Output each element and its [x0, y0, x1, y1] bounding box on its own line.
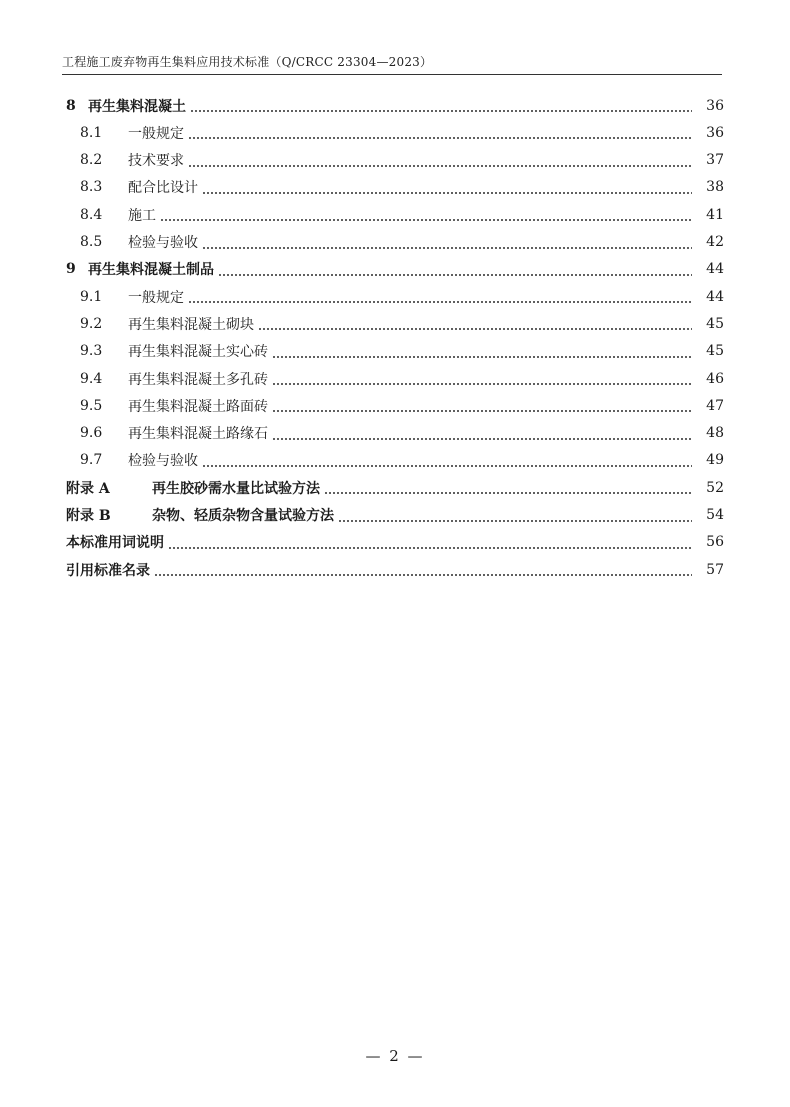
leader-dots: [188, 301, 692, 303]
toc-entry-number: 8.2: [80, 152, 103, 169]
toc-entry-title: 再生集料混凝土路缘石: [128, 426, 268, 443]
toc-entry-number: 9.6: [80, 425, 103, 442]
leader-dots: [272, 438, 692, 440]
toc-entry-page: 49: [706, 452, 724, 469]
toc-entry-label: [80, 177, 198, 197]
toc-entry[interactable]: [0, 119, 790, 146]
toc-entry-label: [80, 150, 184, 170]
toc-entry-title: 再生集料混凝土路面砖: [128, 398, 268, 415]
toc-entry-label: [80, 396, 268, 416]
toc-entry-page: 52: [706, 479, 724, 496]
toc-entry-page: 44: [706, 261, 724, 278]
toc-entry-page: 36: [706, 124, 724, 141]
toc-entry[interactable]: [0, 174, 790, 201]
toc-entry-title: 一般规定: [128, 289, 184, 306]
toc-entry-title: 再生集料混凝土制品: [88, 262, 214, 279]
toc-entry-number: 9.1: [80, 288, 103, 305]
toc-entry[interactable]: [0, 92, 790, 119]
toc-entry-title: 检验与验收: [128, 453, 198, 470]
toc-entry-number: 8.4: [80, 206, 103, 223]
toc-entry-label: [80, 287, 184, 307]
running-header: 工程施工废弃物再生集料应用技术标准（Q/CRCC 23304—2023）: [62, 55, 433, 69]
toc-entry[interactable]: [0, 447, 790, 474]
toc-entry-page: 37: [706, 152, 724, 169]
toc-entry[interactable]: [0, 392, 790, 419]
toc-entry-label: [80, 450, 198, 470]
leader-dots: [154, 574, 692, 576]
page-number: — 2 —: [365, 1047, 425, 1065]
toc-entry-title: 再生胶砂需水量比试验方法: [152, 480, 320, 497]
toc-entry-number: 9.4: [80, 370, 103, 387]
toc-entry-number: 9: [66, 261, 76, 278]
toc-entry-page: 44: [706, 288, 724, 305]
toc-entry[interactable]: [0, 502, 790, 529]
toc-entry-label: [80, 369, 268, 389]
toc-entry-page: 56: [706, 534, 724, 551]
toc-entry-page: 45: [706, 343, 724, 360]
toc-entry[interactable]: [0, 310, 790, 337]
toc-entry-number: 8.1: [80, 124, 103, 141]
toc-entry[interactable]: [0, 420, 790, 447]
leader-dots: [202, 465, 692, 467]
toc-entry-number: 附录 A: [66, 480, 110, 497]
toc-entry-number: 附录 B: [66, 508, 111, 524]
toc-entry-page: 36: [706, 97, 724, 114]
toc-entry-label: [66, 478, 320, 498]
toc-entry[interactable]: [0, 529, 790, 556]
toc-entry-page: 54: [706, 507, 724, 523]
toc-entry[interactable]: [0, 365, 790, 392]
toc-entry-page: 42: [706, 234, 724, 250]
toc-entry[interactable]: [0, 283, 790, 310]
leader-dots: [168, 547, 692, 549]
toc-entry[interactable]: [0, 256, 790, 283]
leader-dots: [324, 492, 692, 494]
toc-entry-label: [80, 123, 184, 143]
toc-entry-label: [66, 532, 164, 552]
toc-entry-number: 9.3: [80, 343, 103, 360]
toc-entry-label: [66, 96, 186, 116]
leader-dots: [218, 274, 692, 276]
toc-entry-number: 8.3: [80, 179, 103, 196]
toc-entry-title: 施工: [128, 207, 156, 224]
leader-dots: [338, 520, 692, 522]
leader-dots: [188, 165, 692, 167]
toc-entry[interactable]: [0, 229, 790, 256]
toc-entry[interactable]: [0, 556, 790, 583]
leader-dots: [202, 247, 692, 249]
toc-entry-title: 杂物、轻质杂物含量试验方法: [152, 508, 334, 524]
toc-entry[interactable]: [0, 338, 790, 365]
toc-entry-title: 再生集料混凝土实心砖: [128, 344, 268, 361]
toc-entry-label: [80, 423, 268, 443]
leader-dots: [272, 383, 692, 385]
toc-entry-page: 48: [706, 425, 724, 442]
toc-entry-number: 9.5: [80, 397, 103, 414]
toc-entry-title: 再生集料混凝土砌块: [128, 316, 254, 333]
toc-entry-label: [80, 341, 268, 361]
toc-entry-title: 技术要求: [128, 153, 184, 170]
toc-entry-label: [66, 505, 334, 525]
leader-dots: [258, 328, 692, 330]
toc-entry-page: 45: [706, 315, 724, 332]
toc-entry-label: [66, 259, 214, 279]
toc-entry-page: 47: [706, 397, 724, 414]
toc-entry[interactable]: [0, 201, 790, 228]
toc-entry-title: 一般规定: [128, 125, 184, 142]
toc-entry-page: 46: [706, 370, 724, 387]
toc-entry-label: [80, 205, 156, 225]
toc-entry-number: 9.2: [80, 315, 103, 332]
toc-entry-title: 引用标准名录: [66, 562, 150, 579]
toc-entry-page: 38: [706, 179, 724, 196]
toc-entry-title: 再生集料混凝土: [88, 98, 186, 115]
toc-entry-page: 57: [706, 561, 724, 578]
toc-entry-page: 41: [706, 206, 724, 223]
leader-dots: [272, 410, 692, 412]
toc-entry-label: [80, 314, 254, 334]
toc-entry-number: 8.5: [80, 234, 103, 250]
leader-dots: [160, 219, 692, 221]
toc-entry-title: 配合比设计: [128, 180, 198, 197]
toc-entry-title: 本标准用词说明: [66, 535, 164, 552]
toc-entry-number: 9.7: [80, 452, 103, 469]
toc-entry-number: 8: [66, 97, 76, 114]
toc-entry-title: 再生集料混凝土多孔砖: [128, 371, 268, 388]
toc-entry[interactable]: [0, 147, 790, 174]
leader-dots: [188, 137, 692, 139]
toc-entry-label: [80, 232, 198, 252]
header-rule: [62, 74, 722, 75]
leader-dots: [190, 110, 692, 112]
toc-entry[interactable]: [0, 474, 790, 501]
toc-entry-label: [66, 560, 150, 580]
leader-dots: [202, 192, 692, 194]
leader-dots: [272, 356, 692, 358]
toc-entry-title: 检验与验收: [128, 235, 198, 251]
